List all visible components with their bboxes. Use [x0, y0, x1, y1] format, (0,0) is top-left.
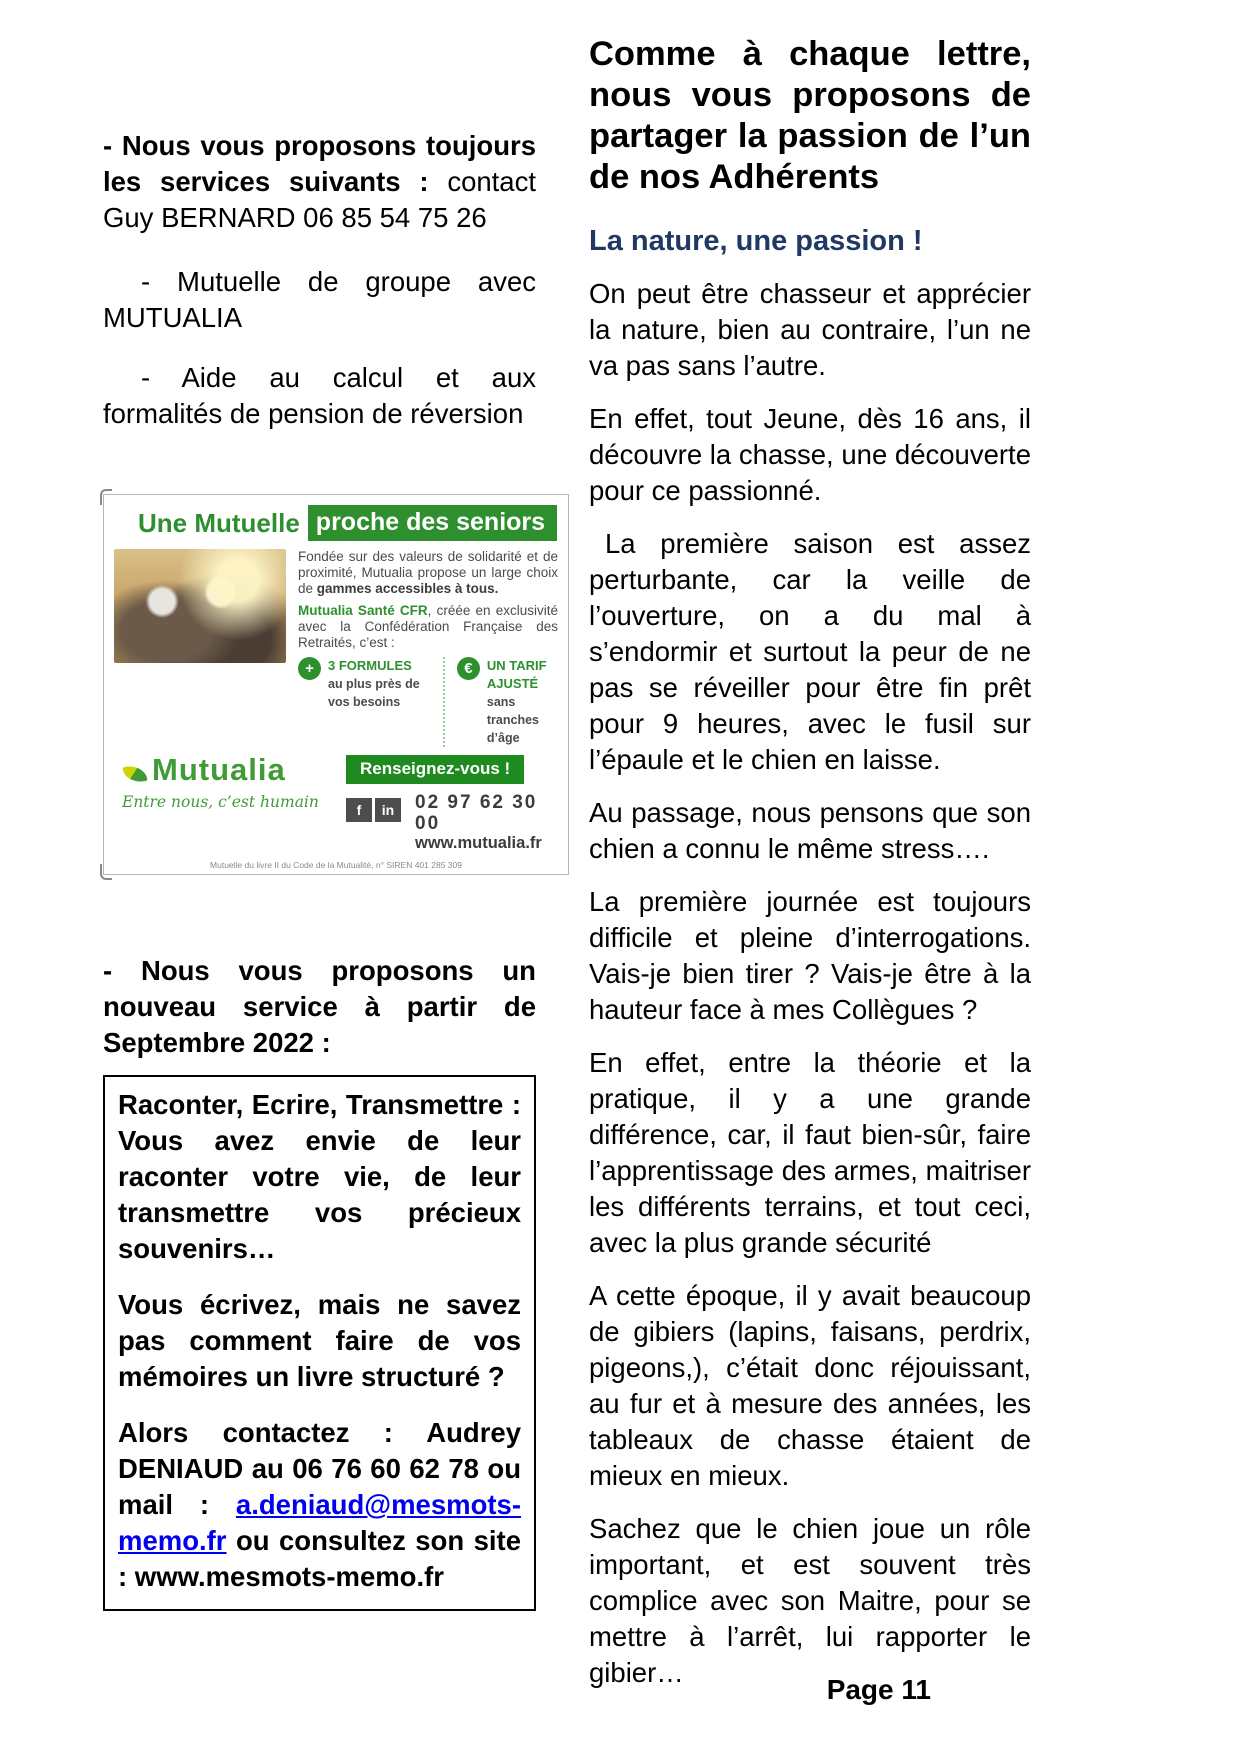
- page-number: Page 11: [826, 1674, 931, 1705]
- email-link[interactable]: a.deniaud@mesmots-memo.fr: [118, 1489, 521, 1556]
- mutuelle-groupe-item: - Mutuelle de groupe avec MUTUALIA: [103, 266, 536, 333]
- services-paragraph-bold: - Nous vous proposons toujours les services suivants :: [103, 130, 536, 197]
- article-paragraph: En effet, entre la théorie et la pratique, il y a une grande différence, car, il faut bien-sûr, faire l’apprentissage des armes, maitriser les différents terrains, et tout ceci, avec la plus grande sécurité: [589, 1047, 1031, 1258]
- feature-tarif: [457, 657, 558, 747]
- advert-headline-highlight: proche des seniors: [308, 505, 557, 541]
- seniors-photo: [114, 549, 286, 663]
- feature-formules-title: 3 FORMULES: [328, 658, 412, 673]
- article-paragraph: La première saison est assez perturbante, car la veille de l’ouverture, on a du mal à s’endormir et surtout la peur de ne pas se réveiller pour être fin prêt pour 9 heures, avec le fusil sur l’épaule et le chien en laisse.: [589, 528, 1031, 775]
- formules-icon: +: [298, 657, 321, 680]
- advert-body-1-bold: gammes accessibles à tous.: [316, 581, 499, 596]
- mutualia-advert: [103, 494, 569, 875]
- crop-mark-icon: [100, 489, 112, 505]
- advert-copy: [298, 549, 558, 747]
- advert-headline: [138, 505, 558, 541]
- renseignez-vous-button: Renseignez-vous !: [346, 755, 524, 784]
- advert-features: [298, 657, 558, 747]
- box-contact-before: Alors contactez : Audrey DENIAUD au 06 76 60 62 78 ou mail :: [118, 1417, 521, 1520]
- services-paragraph: [103, 128, 536, 236]
- advert-main: [114, 549, 558, 747]
- facebook-icon: f: [346, 798, 372, 822]
- advert-bottom: [114, 752, 558, 853]
- feature-tarif-sub: sans tranches d’âge: [486, 695, 539, 745]
- feature-formules: [298, 657, 431, 711]
- advert-phone: 02 97 62 30 00: [415, 792, 538, 834]
- services-paragraph-contact: contact Guy BERNARD 06 85 54 75 26: [103, 166, 536, 233]
- mutualia-leaf-icon: [122, 763, 148, 785]
- mutualia-logo: Mutualia: [152, 752, 286, 787]
- article-heading: Comme à chaque lettre, nous vous proposons de partager la passion de l’un de nos Adhérents: [589, 35, 1031, 196]
- advert-legal-line: Mutuelle du livre II du Code de la Mutualité, n° SIREN 401 285 309: [210, 860, 462, 870]
- feature-divider: [443, 657, 445, 747]
- mutualia-tagline: Entre nous, c’est humain: [122, 793, 319, 811]
- advert-body-2: [298, 603, 558, 651]
- feature-tarif-title: UN TARIF AJUSTÉ: [486, 658, 547, 691]
- advert-brand-name: Mutualia Santé CFR: [298, 603, 428, 618]
- article-paragraph: La première journée est toujours difficile et pleine d’interrogations. Vais-je bien tirer ? Vais-je être à la hauteur face à mes Collègues ?: [589, 886, 1031, 1025]
- box-paragraph-raconter: Raconter, Ecrire, Transmettre : Vous avez envie de leur raconter votre vie, de leur transmettre vos précieux souvenirs…: [118, 1089, 521, 1264]
- advert-body-2-text: , créée en exclusivité avec la Confédération Française des Retraités, c’est :: [298, 603, 559, 650]
- new-service-heading: - Nous vous proposons un nouveau service à partir de Septembre 2022 :: [103, 955, 536, 1058]
- mutualia-logo-block: [114, 752, 340, 853]
- article-paragraph: On peut être chasseur et apprécier la nature, bien au contraire, l’un ne va pas sans l’autre.: [589, 278, 1031, 381]
- box-contact-after: ou consultez son site : www.mesmots-memo.fr: [118, 1525, 521, 1592]
- left-column: [103, 128, 559, 1611]
- advert-body-1: [298, 549, 558, 597]
- aide-calcul-item: - Aide au calcul et aux formalités de pension de réversion: [103, 362, 536, 429]
- social-icons: [346, 798, 401, 822]
- feature-formules-sub: au plus près de vos besoins: [328, 677, 420, 709]
- article-paragraph: Sachez que le chien joue un rôle important, et est souvent très complice avec son Maitre, pour se mettre à l’arrêt, lui rapporter le gibier…: [589, 1513, 1031, 1688]
- crop-mark-icon: [100, 864, 112, 880]
- tarif-icon: €: [457, 657, 480, 680]
- box-paragraph-contact: [118, 1415, 521, 1595]
- article-paragraph: Au passage, nous pensons que son chien a connu le même stress….: [589, 797, 1031, 864]
- advert-body-1-text: Fondée sur des valeurs de solidarité et de proximité, Mutualia propose un large choix de: [298, 549, 558, 596]
- box-paragraph-ecrivez: Vous écrivez, mais ne savez pas comment faire de vos mémoires un livre structuré ?: [118, 1289, 521, 1392]
- advert-contact-block: [340, 755, 558, 853]
- article-paragraph: En effet, tout Jeune, dès 16 ans, il découvre la chasse, une découverte pour ce passionné.: [589, 403, 1031, 506]
- linkedin-icon: in: [375, 798, 401, 822]
- advert-headline-prefix: Une Mutuelle: [138, 507, 300, 538]
- article-paragraph: A cette époque, il y avait beaucoup de gibiers (lapins, faisans, perdrix, pigeons,), c’était donc réjouissant, au fur et à mesure des années, les tableaux de chasse étaient de mieux en mieux.: [589, 1280, 1031, 1491]
- advert-website: www.mutualia.fr: [415, 834, 542, 852]
- mesmots-memo-box: [103, 1075, 536, 1611]
- article-subheading: La nature, une passion !: [589, 225, 923, 257]
- right-column: [589, 34, 1031, 1708]
